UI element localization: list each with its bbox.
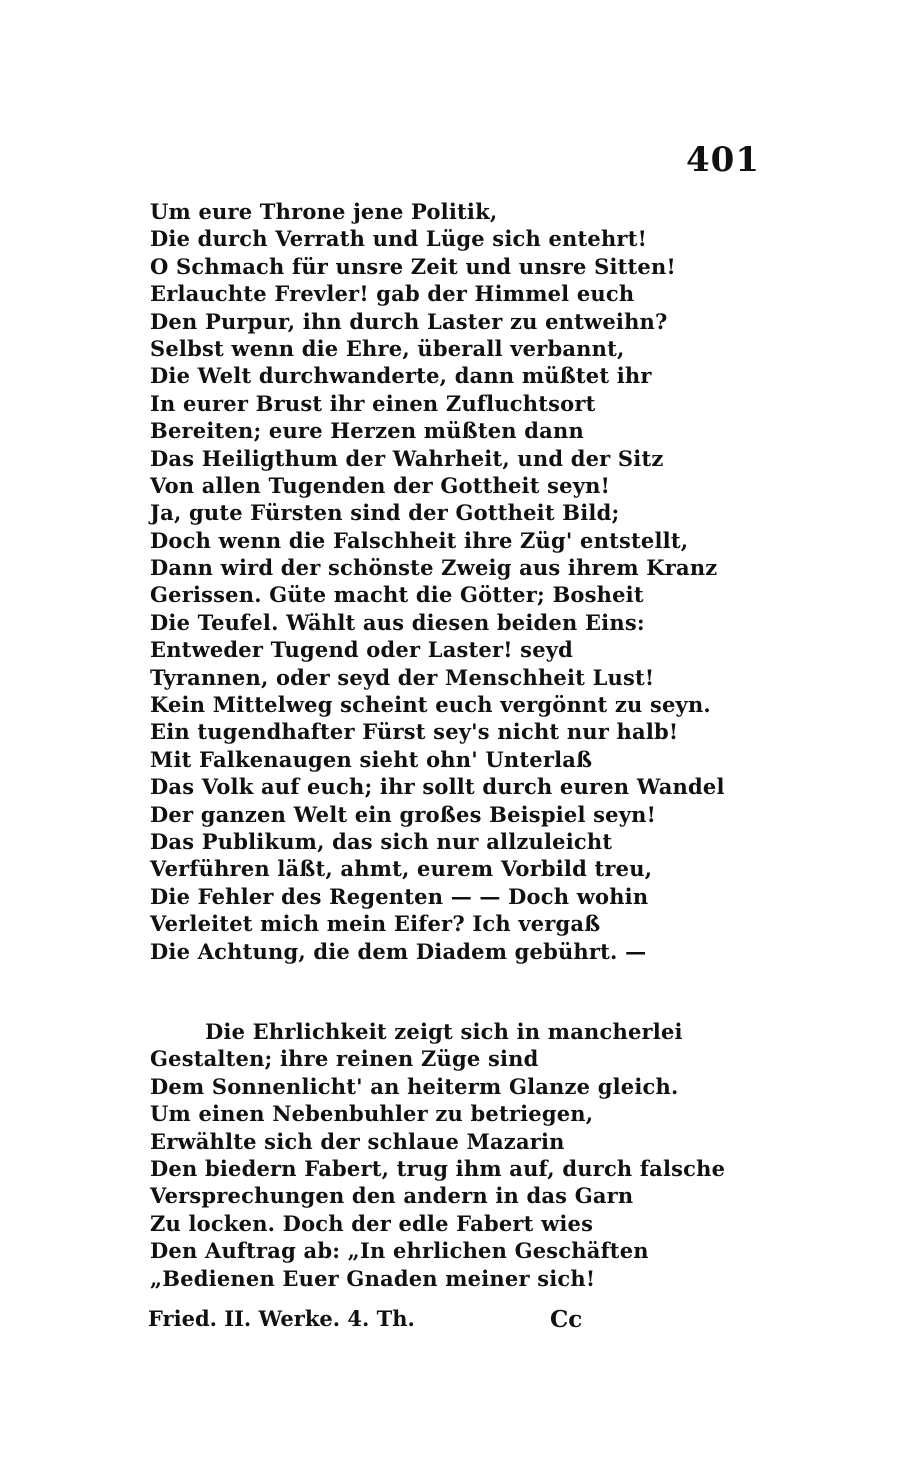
verse-line: „Bedienen Euer Gnaden meiner sich! [150,1265,596,1291]
verse-line: Die Achtung, die dem Diadem gebührt. — [150,938,647,964]
verse-line: Gerissen. Güte macht die Götter; Bosheit [150,582,644,608]
verse-line: Der ganzen Welt ein großes Beispiel seyn! [150,801,657,827]
verse-line: Den Purpur, ihn durch Laster zu entweihn? [150,308,668,334]
verse-line: Tyrannen, oder seyd der Menschheit Lust! [150,664,655,690]
verse-line: Selbst wenn die Ehre, überall verbannt, [150,335,625,361]
verse-line: Die Fehler des Regenten — — Doch wohin [150,883,649,909]
verse-line: Um eure Throne jene Politik, [150,199,498,224]
verse-line: Dem Sonnenlicht' an heiterm Glanze gleich. [150,1073,679,1099]
verse-line: Das Heiligthum der Wahrheit, und der Sitz [150,445,664,471]
verse-line: Den biedern Fabert, trug ihm auf, durch falsche [150,1155,726,1181]
page-footer [148,1306,588,1336]
verse-line: Um einen Nebenbuhler zu betriegen, [150,1101,594,1127]
verse-line: Bereiten; eure Herzen müßten dann [150,418,584,444]
verse-line: Erlauchte Frevler! gab der Himmel euch [150,281,635,307]
verse-line: Verführen läßt, ahmt, eurem Vorbild treu, [150,856,653,882]
verse-stanza-2 [150,1018,725,1292]
verse-line: Erwählte sich der schlaue Mazarin [150,1128,565,1154]
verse-line: Ja, gute Fürsten sind der Gottheit Bild; [150,500,620,526]
verse-line: Mit Falkenaugen sieht ohn' Unterlaß [150,746,593,772]
verse-line: In eurer Brust ihr einen Zufluchtsort [150,390,596,416]
verse-line: Zu locken. Doch der edle Fabert wies [150,1210,594,1236]
verse-line: O Schmach für unsre Zeit und unsre Sitten! [150,253,676,279]
verse-stanza-1 [150,198,725,965]
verse-line: Versprechungen den andern in das Garn [150,1183,634,1209]
page-number: 401 [686,140,760,180]
verse-line: Die durch Verrath und Lüge sich entehrt! [150,226,648,252]
verse-line: Dann wird der schönste Zweig aus ihrem Kranz [150,555,718,581]
verse-line: Gestalten; ihre reinen Züge sind [150,1046,539,1072]
verse-line: Das Volk auf euch; ihr sollt durch euren Wandel [150,774,725,800]
verse-line: Von allen Tugenden der Gottheit seyn! [150,472,611,498]
verse-line: Ein tugendhafter Fürst sey's nicht nur halb! [150,719,679,745]
verse-line: Das Publikum, das sich nur allzuleicht [150,828,613,854]
verse-line: Die Ehrlichkeit zeigt sich in mancherlei [205,1019,683,1044]
verse-line: Die Welt durchwanderte, dann müßtet ihr [150,363,652,389]
signature-mark: Cc [550,1306,583,1333]
verse-line: Entweder Tugend oder Laster! seyd [150,637,574,663]
verse-line: Den Auftrag ab: „In ehrlichen Geschäften [150,1238,649,1264]
signature-line: Fried. II. Werke. 4. Th. [148,1306,415,1331]
verse-line: Kein Mittelweg scheint euch vergönnt zu seyn. [150,692,711,718]
verse-line: Doch wenn die Falschheit ihre Züg' entstellt, [150,527,689,553]
verse-line: Die Teufel. Wählt aus diesen beiden Eins: [150,609,645,635]
verse-line: Verleitet mich mein Eifer? Ich vergaß [150,911,601,937]
